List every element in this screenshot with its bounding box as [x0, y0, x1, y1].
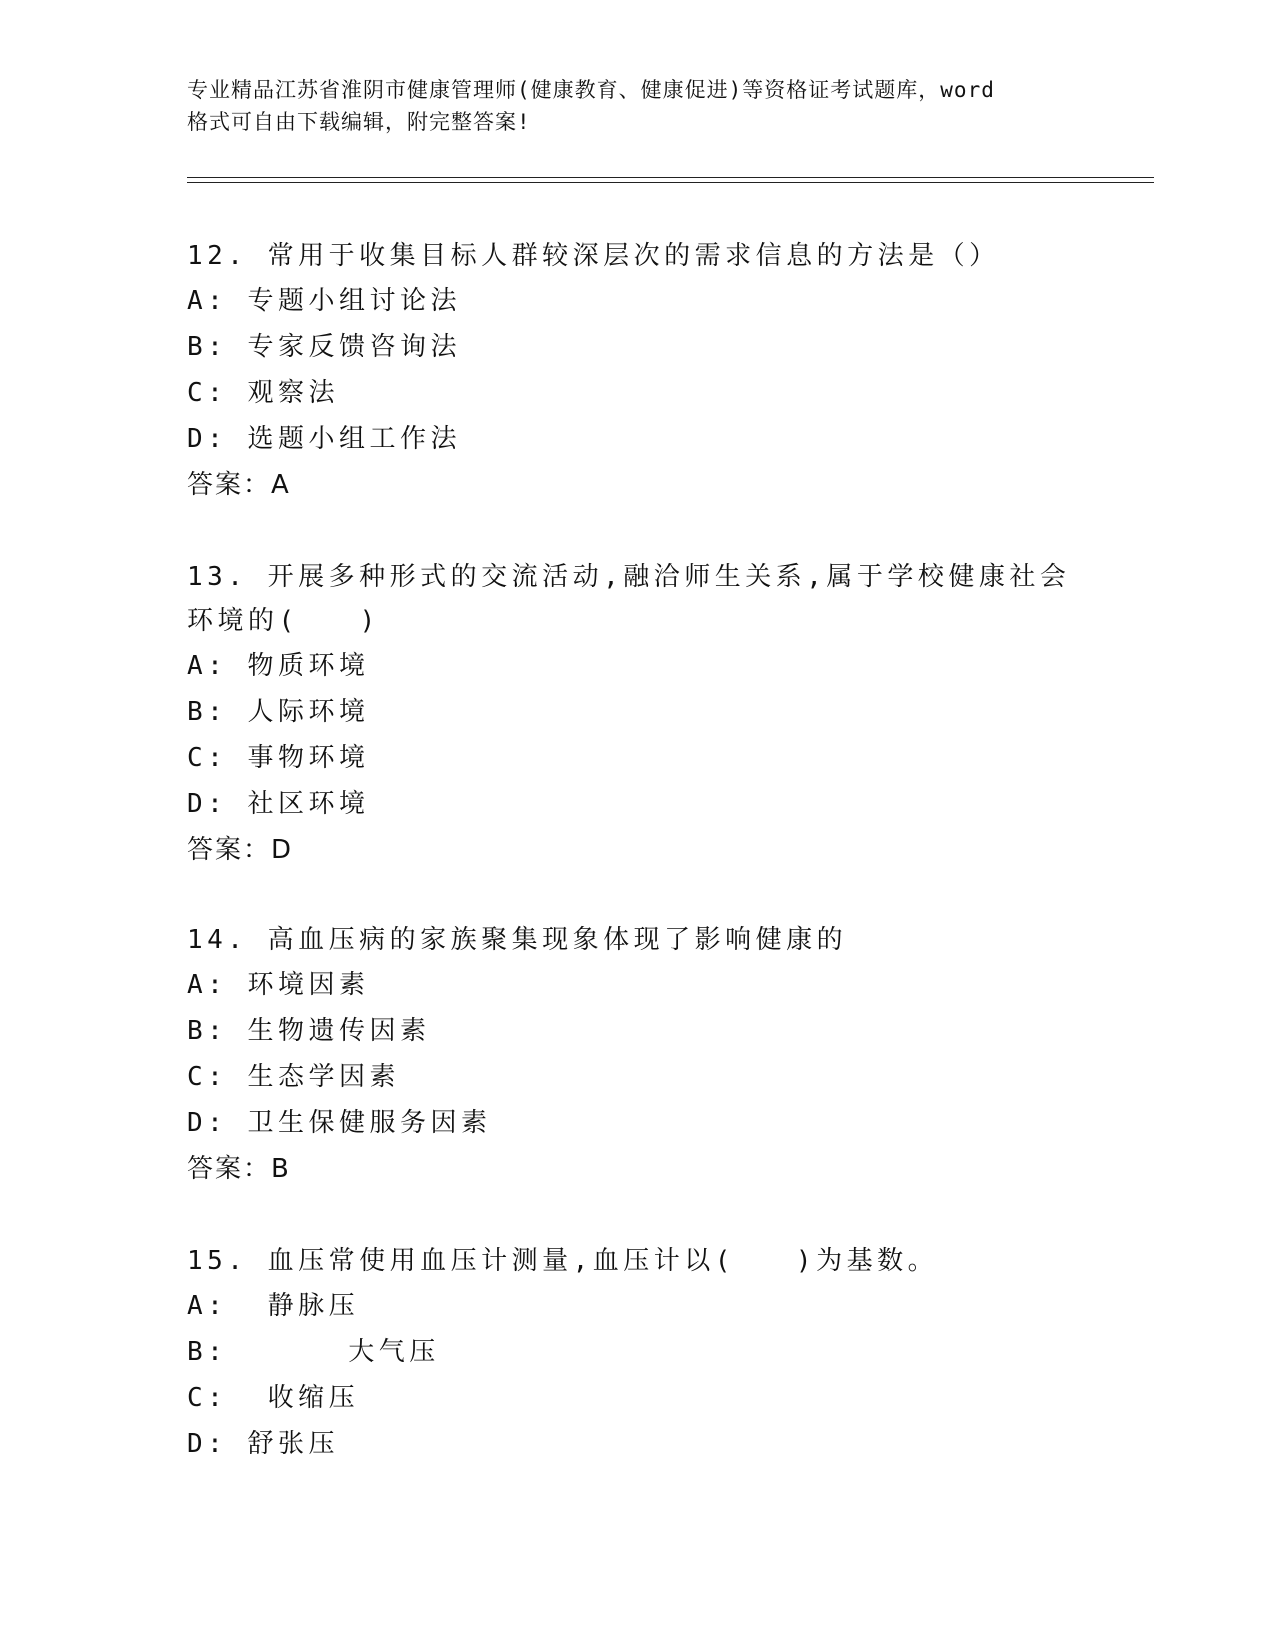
question-stem: 12. 常用于收集目标人群较深层次的需求信息的方法是（） — [187, 241, 1000, 271]
option-a: A: 环境因素 — [187, 970, 370, 1000]
header-divider-top — [187, 177, 1154, 178]
question-12 — [187, 234, 1087, 508]
option-c: C: 观察法 — [187, 378, 339, 408]
answer-line: 答案：B — [187, 1154, 291, 1184]
option-a: A: 物质环境 — [187, 651, 370, 681]
option-c: C: 生态学因素 — [187, 1062, 400, 1092]
answer-line: 答案：D — [187, 835, 294, 865]
question-14 — [187, 918, 1087, 1192]
option-d: D: 舒张压 — [187, 1429, 339, 1459]
option-b: B: 专家反馈咨询法 — [187, 332, 461, 362]
option-c: C: 收缩压 — [187, 1383, 360, 1413]
option-b: B: 大气压 — [187, 1337, 440, 1367]
header-line-1: 专业精品江苏省淮阴市健康管理师(健康教育、健康促进)等资格证考试题库，word — [187, 78, 995, 102]
option-b: B: 人际环境 — [187, 697, 370, 727]
header-line-2: 格式可自由下载编辑，附完整答案! — [187, 110, 531, 134]
option-a: A: 静脉压 — [187, 1291, 360, 1321]
option-d: D: 社区环境 — [187, 789, 370, 819]
question-13 — [187, 555, 1087, 873]
option-b: B: 生物遗传因素 — [187, 1016, 431, 1046]
question-stem: 15. 血压常使用血压计测量,血压计以( )为基数。 — [187, 1246, 939, 1276]
question-15 — [187, 1239, 1087, 1467]
question-stem: 13. 开展多种形式的交流活动,融洽师生关系,属于学校健康社会环境的( ) — [187, 562, 1071, 636]
question-stem: 14. 高血压病的家族聚集现象体现了影响健康的 — [187, 925, 848, 955]
option-d: D: 选题小组工作法 — [187, 424, 461, 454]
option-a: A: 专题小组讨论法 — [187, 286, 461, 316]
document-header — [187, 74, 1087, 138]
header-divider-bottom — [187, 182, 1154, 183]
answer-line: 答案：A — [187, 470, 291, 500]
option-d: D: 卫生保健服务因素 — [187, 1108, 492, 1138]
option-c: C: 事物环境 — [187, 743, 370, 773]
